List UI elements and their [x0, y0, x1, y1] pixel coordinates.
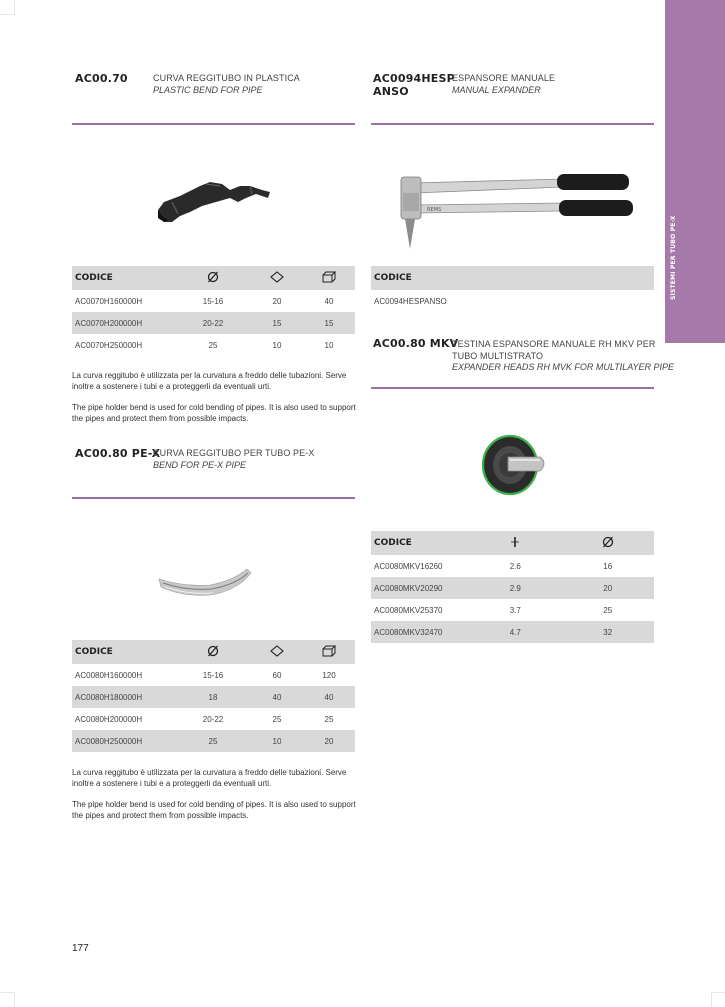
table-cell: 120	[322, 670, 336, 680]
column-header	[469, 531, 562, 555]
description-en: The pipe holder bend is used for cold bending of pipes. It is also used to support the pipes and protect them from possible impacts.	[72, 403, 356, 423]
table-cell: 20	[303, 730, 355, 752]
table-cell: AC0080H200000H	[75, 714, 143, 724]
product-code	[373, 72, 455, 98]
product-code: AC00.70	[75, 72, 128, 85]
crop-mark	[0, 0, 15, 15]
table-cell: 40	[251, 686, 303, 708]
column-header	[562, 531, 655, 555]
column-header	[251, 640, 303, 664]
table-cell: 10	[272, 340, 282, 350]
table-cell: 20-22	[202, 714, 224, 724]
table-cell: 20	[272, 296, 282, 306]
table-cell: 15	[303, 312, 355, 334]
diameter-icon	[207, 271, 219, 283]
product-table	[72, 266, 355, 356]
table-cell: 25	[175, 730, 251, 752]
product-title-en: PLASTIC BEND FOR PIPE	[153, 85, 263, 95]
expander-head-image	[478, 425, 553, 500]
table-cell: 15-16	[202, 670, 224, 680]
product-title-it: CURVA REGGITUBO IN PLASTICA	[153, 73, 300, 83]
sidebar-label: SISTEMI PER TUBO PE-X	[670, 215, 677, 300]
table-cell: 20-22	[175, 312, 251, 334]
product-code: AC00.80 MKV	[373, 337, 459, 350]
table-cell: 10	[324, 340, 334, 350]
table-cell: AC0094HESPANSO	[374, 296, 447, 306]
thickness-icon	[509, 536, 521, 548]
table-cell: 40	[324, 296, 334, 306]
table-cell: AC0080H160000H	[75, 670, 143, 680]
product-code: AC00.80 PE-X	[75, 447, 161, 460]
table-cell: AC0070H160000H	[75, 296, 143, 306]
crop-mark	[0, 992, 15, 1007]
table-cell: 15-16	[202, 296, 224, 306]
diameter-icon	[207, 645, 219, 657]
table-cell: 40	[303, 686, 355, 708]
product-title-en: BEND FOR PE-X PIPE	[153, 460, 247, 470]
diamond-icon	[270, 645, 284, 657]
table-cell: 10	[251, 730, 303, 752]
table-cell: 25	[208, 340, 218, 350]
section-divider	[371, 387, 654, 389]
diameter-icon	[602, 536, 614, 548]
table-cell: 3.7	[509, 605, 521, 615]
description-en: The pipe holder bend is used for cold bending of pipes. It is also used to support the pipes and protect them from possible impacts.	[72, 800, 356, 820]
product-code-line: AC0094HESP	[373, 72, 455, 85]
table-cell: 25	[603, 605, 613, 615]
box-icon	[322, 645, 336, 657]
crop-mark	[711, 992, 725, 1007]
table-cell: 60	[272, 670, 282, 680]
product-title-it: TESTINA ESPANSORE MANUALE RH MKV PER TUBO MULTISTRATO	[452, 339, 656, 361]
column-header: CODICE	[72, 640, 175, 664]
table-cell: AC0080H180000H	[72, 686, 175, 708]
product-title-it: ESPANSORE MANUALE	[452, 73, 556, 83]
table-cell: 2.6	[509, 561, 521, 571]
column-header	[251, 266, 303, 290]
product-table	[371, 531, 654, 643]
table-cell: 32	[562, 621, 655, 643]
product-table	[72, 640, 355, 752]
product-table	[371, 266, 654, 312]
table-cell: 4.7	[469, 621, 562, 643]
table-cell: 20	[562, 577, 655, 599]
table-cell: AC0080H250000H	[72, 730, 175, 752]
table-cell: AC0070H200000H	[72, 312, 175, 334]
table-cell: 18	[175, 686, 251, 708]
table-cell: 2.9	[469, 577, 562, 599]
product-title-en: MANUAL EXPANDER	[452, 85, 541, 95]
page-number: 177	[72, 943, 89, 954]
product-title-it: CURVA REGGITUBO PER TUBO PE-X	[153, 448, 315, 458]
table-cell: 25	[324, 714, 334, 724]
column-header: CODICE	[371, 531, 469, 555]
table-cell: AC0080MKV20290	[371, 577, 469, 599]
table-cell: AC0070H250000H	[75, 340, 143, 350]
description-it: La curva reggitubo è utilizzata per la curvatura a freddo delle tubazioni. Serve inoltre a sostenere i tubi e a proteggerli da eventuali urti.	[72, 371, 347, 391]
section-divider	[72, 497, 355, 499]
table-cell: AC0080MKV25370	[374, 605, 443, 615]
table-cell: 25	[272, 714, 282, 724]
column-header: CODICE	[72, 266, 175, 290]
column-header	[303, 640, 355, 664]
diamond-icon	[270, 271, 284, 283]
table-cell: 16	[603, 561, 613, 571]
product-code-line: ANSO	[373, 85, 409, 98]
metal-bend-image	[155, 565, 255, 605]
box-icon	[322, 271, 336, 283]
product-title-en: EXPANDER HEADS RH MVK FOR MULTILAYER PIPE	[452, 362, 675, 372]
table-cell: 15	[251, 312, 303, 334]
column-header	[303, 266, 355, 290]
description-it: La curva reggitubo è utilizzata per la curvatura a freddo delle tubazioni. Serve inoltre a sostenere i tubi e a proteggerli da eventuali urti.	[72, 768, 347, 788]
column-header	[175, 266, 251, 290]
svg-text:REMS: REMS	[427, 207, 442, 213]
section-divider	[371, 123, 654, 125]
column-header	[175, 640, 251, 664]
table-cell: AC0080MKV32470	[371, 621, 469, 643]
column-header: CODICE	[371, 266, 654, 290]
table-cell: AC0080MKV16260	[374, 561, 443, 571]
plastic-bend-image	[150, 172, 280, 232]
section-divider	[72, 123, 355, 125]
manual-expander-image	[393, 165, 638, 250]
